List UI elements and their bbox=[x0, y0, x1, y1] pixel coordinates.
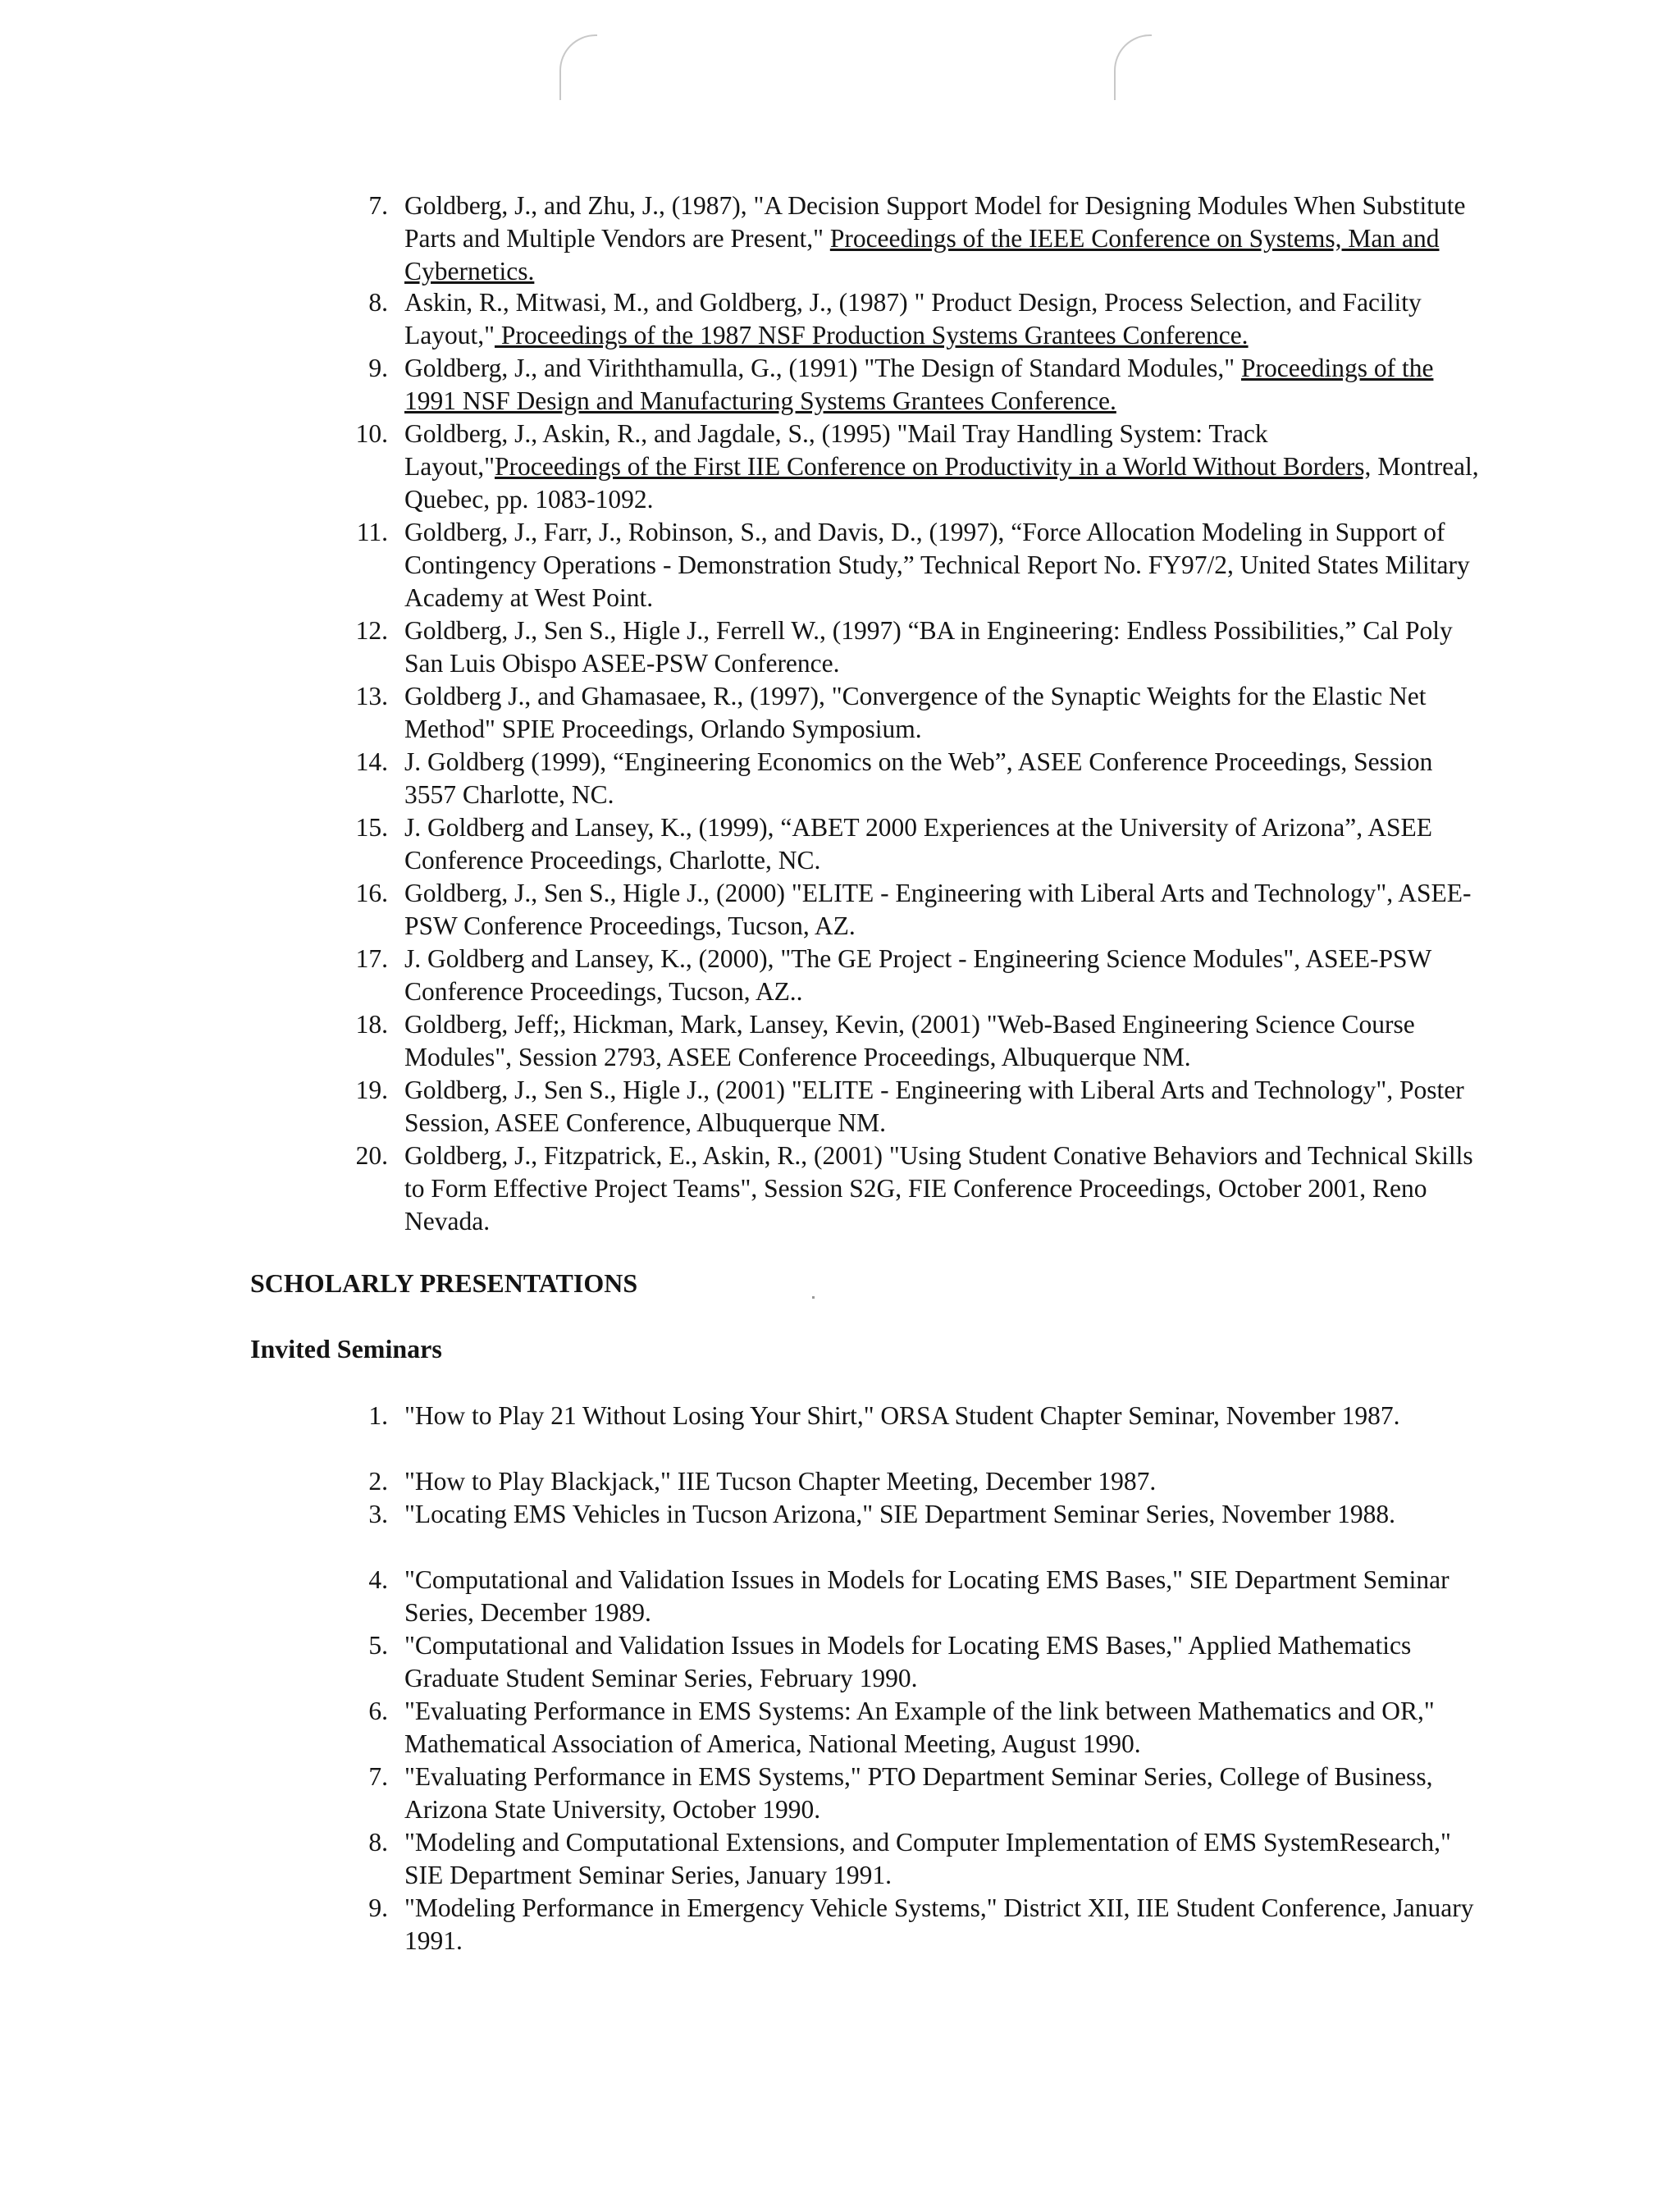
item-text: "Modeling Performance in Emergency Vehicle Systems," District XII, IIE Student Conference, January 1991. bbox=[404, 1893, 1474, 1955]
item-number: 18. bbox=[355, 1010, 388, 1039]
item-number: 15. bbox=[355, 813, 388, 842]
item-text: Goldberg, J., Sen S., Higle J., (2001) "ELITE - Engineering with Liberal Arts and Technology", Poster Session, ASEE Conference, Albuquerque NM. bbox=[404, 1076, 1464, 1137]
item-text: "Evaluating Performance in EMS Systems," PTO Department Seminar Series, College of Business, Arizona State University, October 1990. bbox=[404, 1762, 1433, 1824]
item-text: "Computational and Validation Issues in Models for Locating EMS Bases," SIE Department Seminar Series, December 1989. bbox=[404, 1565, 1449, 1627]
item-authors: Goldberg, J., and Zhu, J., (1987), "A Decision Support Model for Designing Modules When Substitute Parts and Multiple Vendors are Present," bbox=[404, 191, 1466, 253]
item-number: 11. bbox=[356, 518, 388, 546]
item-number: 20. bbox=[355, 1141, 388, 1170]
item-text: J. Goldberg and Lansey, K., (1999), “ABET 2000 Experiences at the University of Arizona”, ASEE Conference Proceedings, Charlotte, NC. bbox=[404, 813, 1433, 875]
item-text: Goldberg, Jeff;, Hickman, Mark, Lansey, Kevin, (2001) "Web-Based Engineering Science Course Modules", Session 2793, ASEE Conference Proceedings, Albuquerque NM. bbox=[404, 1010, 1415, 1071]
item-text: "Evaluating Performance in EMS Systems: An Example of the link between Mathematics and OR," Mathematical Association of America, National Meeting, August 1990. bbox=[404, 1697, 1435, 1758]
item-venue: Proceedings of the 1987 NSF Production Systems Grantees Conference. bbox=[494, 321, 1249, 349]
item-number: 1. bbox=[368, 1401, 388, 1430]
item-number: 7. bbox=[368, 191, 388, 220]
item-number: 9. bbox=[368, 354, 388, 382]
item-text: Goldberg, J., Farr, J., Robinson, S., and Davis, D., (1997), “Force Allocation Modeling in Support of Contingency Operations - Demonstration Study,” Technical Report No. FY97/2, United States Military Academy at West Point. bbox=[404, 518, 1470, 612]
item-authors: Askin, R., Mitwasi, M., and Goldberg, J., (1987) " Product Design, Process Selection, and Facility Layout," bbox=[404, 288, 1422, 349]
item-number: 16. bbox=[355, 879, 388, 907]
item-number: 9. bbox=[368, 1893, 388, 1922]
section-heading: SCHOLARLY PRESENTATIONS bbox=[250, 1268, 638, 1298]
item-number: 6. bbox=[368, 1697, 388, 1725]
item-number: 14. bbox=[355, 747, 388, 776]
item-number: 3. bbox=[368, 1500, 388, 1528]
item-text: "Locating EMS Vehicles in Tucson Arizona," SIE Department Seminar Series, November 1988. bbox=[404, 1500, 1395, 1528]
item-number: 8. bbox=[368, 288, 388, 317]
item-text: "How to Play Blackjack," IIE Tucson Chapter Meeting, December 1987. bbox=[404, 1467, 1157, 1496]
item-number: 2. bbox=[368, 1467, 388, 1496]
item-text: "How to Play 21 Without Losing Your Shirt," ORSA Student Chapter Seminar, November 1987. bbox=[404, 1401, 1400, 1430]
item-text: Goldberg, J., Fitzpatrick, E., Askin, R., (2001) "Using Student Conative Behaviors and Technical Skills to Form Effective Project Teams", Session S2G, FIE Conference Proceedings, October 2001, Reno Nevada. bbox=[404, 1141, 1473, 1236]
item-text: Goldberg, J., Sen S., Higle J., Ferrell W., (1997) “BA in Engineering: Endless Possibilities,” Cal Poly San Luis Obispo ASEE-PSW Conference. bbox=[404, 616, 1453, 678]
item-text: "Modeling and Computational Extensions, and Computer Implementation of EMS SystemResearch," SIE Department Seminar Series, January 1991. bbox=[404, 1828, 1451, 1889]
item-authors: Goldberg, J., Askin, R., and Jagdale, S., (1995) "Mail Tray Handling System: Track Layout," bbox=[404, 419, 1268, 481]
item-text: Goldberg, J., Sen S., Higle J., (2000) "ELITE - Engineering with Liberal Arts and Technology", ASEE-PSW Conference Proceedings, Tucson, AZ. bbox=[404, 879, 1472, 940]
item-number: 13. bbox=[355, 682, 388, 710]
item-venue: Proceedings of the First IIE Conference on Productivity in a World Without Borders, bbox=[494, 452, 1372, 481]
item-number: 7. bbox=[368, 1762, 388, 1791]
item-text: "Computational and Validation Issues in Models for Locating EMS Bases," Applied Mathematics Graduate Student Seminar Series, February 1990. bbox=[404, 1631, 1412, 1692]
item-number: 19. bbox=[355, 1076, 388, 1104]
seminar-list bbox=[339, 0, 1487, 1985]
item-venue: Proceedings of the IEEE Conference on Systems, Man and Cybernetics. bbox=[404, 224, 1440, 285]
item-text: J. Goldberg and Lansey, K., (2000), "The GE Project - Engineering Science Modules", ASEE-PSW Conference Proceedings, Tucson, AZ.. bbox=[404, 944, 1431, 1006]
item-number: 8. bbox=[368, 1828, 388, 1857]
item-authors: Goldberg, J., and Viriththamulla, G., (1991) "The Design of Standard Modules," bbox=[404, 354, 1235, 382]
item-location: Montreal, Quebec, pp. 1083-1092. bbox=[404, 452, 1479, 514]
subsection-heading: Invited Seminars bbox=[250, 1334, 442, 1363]
item-venue: Proceedings of the 1991 NSF Design and Manufacturing Systems Grantees Conference. bbox=[404, 354, 1434, 415]
item-number: 12. bbox=[355, 616, 388, 645]
item-number: 5. bbox=[368, 1631, 388, 1660]
item-text: Goldberg J., and Ghamasaee, R., (1997), "Convergence of the Synaptic Weights for the Elastic Net Method" SPIE Proceedings, Orlando Symposium. bbox=[404, 682, 1427, 743]
item-number: 4. bbox=[368, 1565, 388, 1594]
item-number: 17. bbox=[355, 944, 388, 973]
item-number: 10. bbox=[355, 419, 388, 448]
item-text: J. Goldberg (1999), “Engineering Economics on the Web”, ASEE Conference Proceedings, Session 3557 Charlotte, NC. bbox=[404, 747, 1433, 809]
